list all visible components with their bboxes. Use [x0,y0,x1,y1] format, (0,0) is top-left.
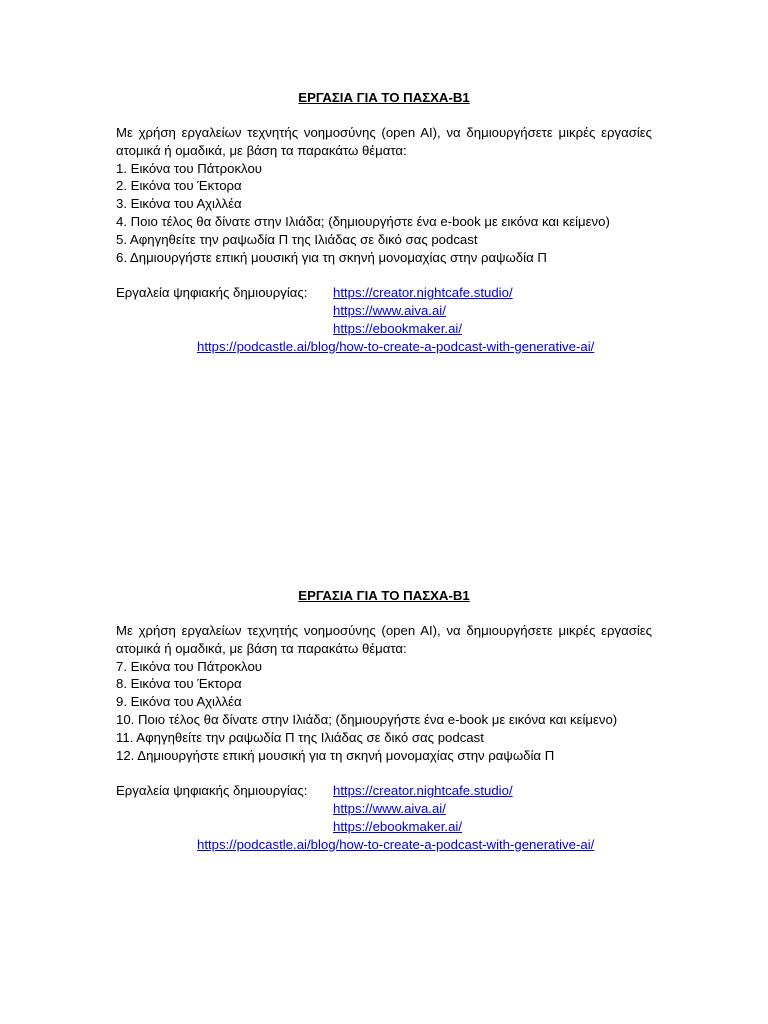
tools-label: Εργαλεία ψηφιακής δημιουργίας: [116,285,308,301]
topic-item: 3. Εικόνα του Αχιλλέα [116,196,242,212]
topic-item: 2. Εικόνα του Έκτορα [116,178,242,194]
topic-item: 6. Δημιουργήστε επική μουσική για τη σκηνή μονομαχίας στην ραψωδία Π [116,249,547,265]
topic-list [116,658,652,765]
topic-item: 5. Αφηγηθείτε την ραψωδία Π της Ιλιάδας σε δικό σας podcast [116,231,478,247]
topic-item: 8. Εικόνα του Έκτορα [116,676,242,692]
topic-item: 7. Εικόνα του Πάτροκλου [116,658,262,674]
intro-paragraph: Με χρήση εργαλείων τεχνητής νοημοσύνης (open AI), να δημιουργήσετε μικρές εργασίες ατομικά ή ομαδικά, με βάση τα παρακάτω θέματα: [116,125,652,158]
link-podcastle[interactable]: https://podcastle.ai/blog/how-to-create-a-podcast-with-generative-ai/ [197,836,595,852]
topic-list [116,160,652,267]
topic-item: 1. Εικόνα του Πάτροκλου [116,160,262,176]
topic-item: 9. Εικόνα του Αχιλλέα [116,694,242,710]
section-title: ΕΡΓΑΣΙΑ ΓΙΑ ΤΟ ΠΑΣΧΑ-Β1 [298,588,470,603]
section-title: ΕΡΓΑΣΙΑ ΓΙΑ ΤΟ ΠΑΣΧΑ-Β1 [298,90,470,105]
link-podcastle[interactable]: https://podcastle.ai/blog/how-to-create-a-podcast-with-generative-ai/ [197,338,595,354]
link-aiva[interactable]: https://www.aiva.ai/ [333,302,446,318]
tools-block [116,284,652,356]
assignment-section-2 [116,587,652,854]
link-ebookmaker[interactable]: https://ebookmaker.ai/ [333,320,463,336]
link-nightcafe[interactable]: https://creator.nightcafe.studio/ [333,783,513,799]
assignment-section-1 [116,89,652,356]
topic-item: 4. Ποιο τέλος θα δίνατε στην Ιλιάδα; (δημιουργήστε ένα e-book με εικόνα και κείμενο) [116,213,610,229]
topic-item: 12. Δημιουργήστε επική μουσική για τη σκηνή μονομαχίας στην ραψωδία Π [116,747,555,763]
topic-item: 10. Ποιο τέλος θα δίνατε στην Ιλιάδα; (δημιουργήστε ένα e-book με εικόνα και κείμενο) [116,711,618,727]
link-aiva[interactable]: https://www.aiva.ai/ [333,800,446,816]
tools-label: Εργαλεία ψηφιακής δημιουργίας: [116,783,308,799]
intro-paragraph: Με χρήση εργαλείων τεχνητής νοημοσύνης (open AI), να δημιουργήσετε μικρές εργασίες ατομικά ή ομαδικά, με βάση τα παρακάτω θέματα: [116,623,652,656]
tools-block [116,782,652,854]
topic-item: 11. Αφηγηθείτε την ραψωδία Π της Ιλιάδας σε δικό σας podcast [116,729,484,745]
link-nightcafe[interactable]: https://creator.nightcafe.studio/ [333,285,513,301]
link-ebookmaker[interactable]: https://ebookmaker.ai/ [333,818,463,834]
